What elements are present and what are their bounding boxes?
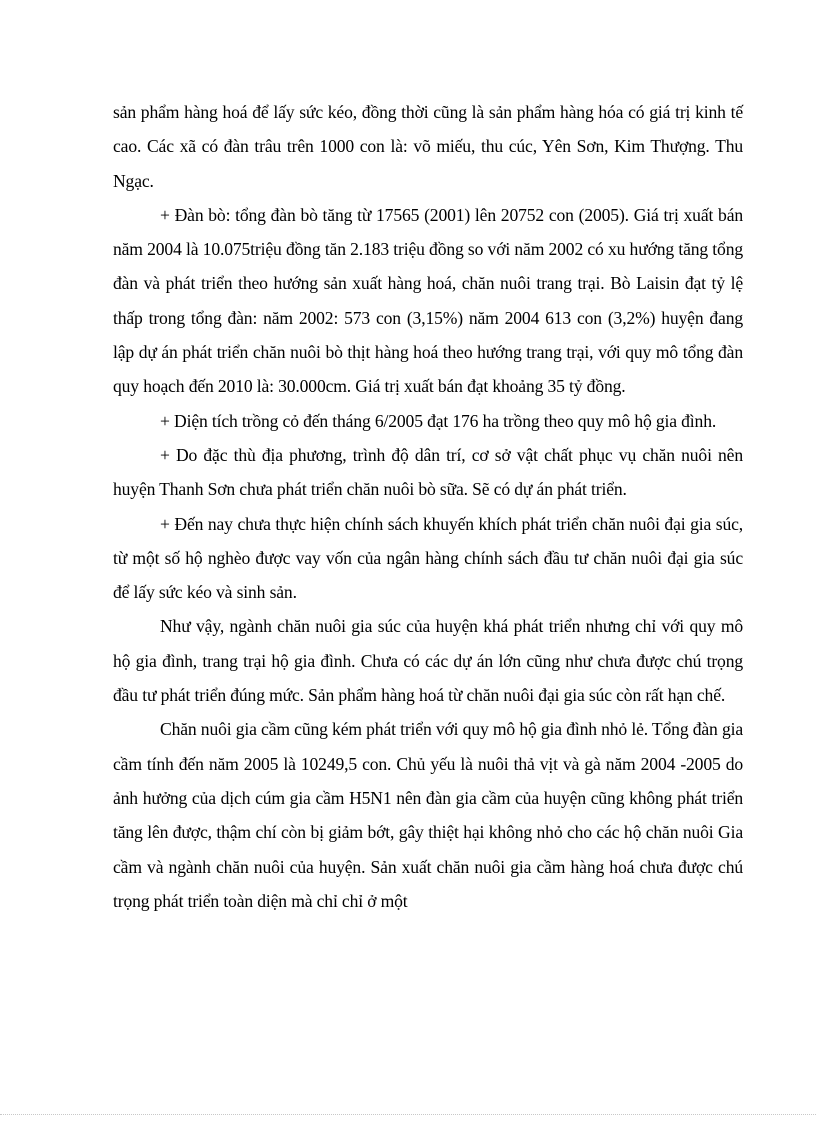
paragraph-dairy-cattle: + Do đặc thù địa phương, trình độ dân trí, cơ sở vật chất phục vụ chăn nuôi nên huyện Thanh Sơn chưa phát triển chăn nuôi bò sữa. Sẽ có dự án phát triển.	[113, 444, 743, 500]
paragraph-grass-area: + Diện tích trồng cỏ đến tháng 6/2005 đạt 176 ha trồng theo quy mô hộ gia đình.	[160, 410, 717, 431]
paragraph-continuation: sản phẩm hàng hoá để lấy sức kéo, đồng thời cũng là sản phẩm hàng hóa có giá trị kinh tế cao. Các xã có đàn trâu trên 1000 con là: võ miếu, thu cúc, Yên Sơn, Kim Thượng. Thu Ngạc.	[113, 102, 743, 191]
document-body	[113, 95, 743, 918]
paragraph-cattle-herd: + Đàn bò: tổng đàn bò tăng từ 17565 (2001) lên 20752 con (2005). Giá trị xuất bán năm 2004 là 10.075triệu đồng tăn 2.183 triệu đồng so với năm 2002 có xu hướng tăng tổng đàn và phát triển theo hướng sản xuất hàng hoá, chăn nuôi trang trại. Bò Laisin đạt tỷ lệ thấp trong tổng đàn: năm 2002: 573 con (3,15%) năm 2004 613 con (3,2%) huyện đang lập dự án phát triển chăn nuôi bò thịt hàng hoá theo hướng trang trại, với quy mô tổng đàn quy hoạch đến 2010 là: 30.000cm. Giá trị xuất bán đạt khoảng 35 tỷ đồng.	[113, 204, 743, 397]
page-bottom-divider	[0, 1114, 816, 1115]
paragraph-poultry: Chăn nuôi gia cầm cũng kém phát triển với quy mô hộ gia đình nhỏ lẻ. Tổng đàn gia cầm tính đến năm 2005 là 10249,5 con. Chủ yếu là nuôi thả vịt và gà năm 2004 -2005 do ảnh hưởng của dịch cúm gia cầm H5N1 nên đàn gia cầm của huyện cũng không phát triển tăng lên được, thậm chí còn bị giảm bớt, gây thiệt hại không nhỏ cho các hộ chăn nuôi Gia cầm và ngành chăn nuôi của huyện. Sản xuất chăn nuôi gia cầm hàng hoá chưa được chú trọng phát triển toàn diện mà chỉ chỉ ở một	[113, 719, 743, 911]
paragraph-livestock-policy: + Đến nay chưa thực hiện chính sách khuyến khích phát triển chăn nuôi đại gia súc, từ một số hộ nghèo được vay vốn của ngân hàng chính sách đầu tư chăn nuôi đại gia súc để lấy sức kéo và sinh sản.	[113, 513, 743, 603]
paragraph-livestock-summary: Như vậy, ngành chăn nuôi gia súc của huyện khá phát triển nhưng chỉ với quy mô hộ gia đình, trang trại hộ gia đình. Chưa có các dự án lớn cũng như chưa được chú trọng đầu tư phát triển đúng mức. Sản phẩm hàng hoá từ chăn nuôi đại gia súc còn rất hạn chế.	[113, 616, 743, 706]
